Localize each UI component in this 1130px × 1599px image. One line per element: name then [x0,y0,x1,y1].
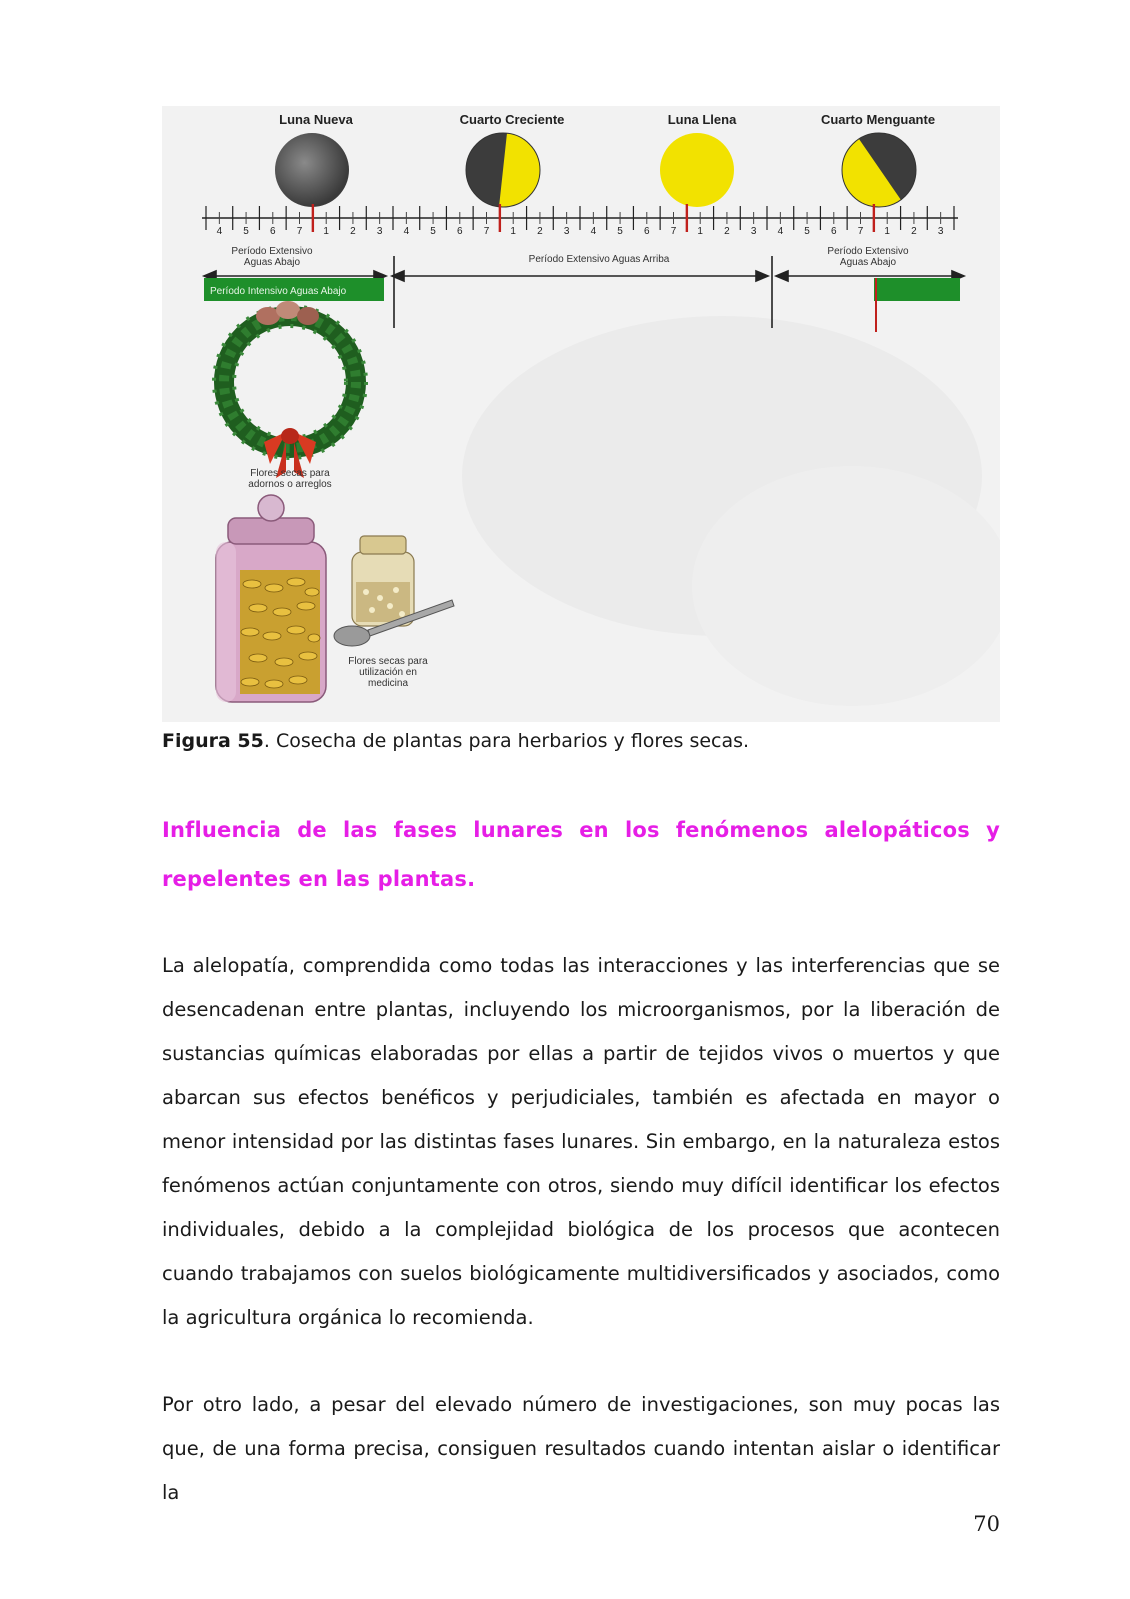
last-quarter-moon-icon [842,133,916,207]
scale-number: 2 [350,226,356,237]
scale-number: 7 [483,226,490,237]
scale-number: 6 [457,226,463,237]
lunar-phases-figure [162,106,1000,722]
phase-label-first-quarter: Cuarto Creciente [459,112,565,127]
figure-label: Figura 55 [162,730,264,752]
scale-number: 5 [804,226,810,237]
new-moon-icon [275,133,349,207]
paragraph-2: Por otro lado, a pesar del elevado número de investigaciones, son muy pocas las que, de una forma precisa, consiguen resultados cuando intentan aislar o identificar la [162,1393,1000,1504]
page-number: 70 [973,1512,1000,1536]
scale-number: 3 [750,226,757,237]
full-moon-icon [660,133,734,207]
scale-number: 7 [670,226,677,237]
period-middle-label: Período Extensivo Aguas Arriba [528,254,670,265]
scale-number: 3 [563,226,570,237]
first-quarter-moon-icon [466,133,540,207]
scale-number: 6 [831,226,837,237]
scale-number: 2 [537,226,543,237]
scale-number: 7 [296,226,303,237]
scale-number: 4 [403,226,410,237]
phase-label-full: Luna Llena [667,112,737,127]
large-jar-icon [216,495,326,702]
jar-caption: Flores secas para utilización en medicina [348,656,428,689]
scale-number: 5 [617,226,623,237]
intensive-period-label: Período Intensivo Aguas Abajo [210,286,347,297]
period-left-label: Período Extensivo Aguas Abajo [231,246,313,268]
scale-number: 1 [323,226,329,237]
section-heading: Influencia de las fases lunares en los fenómenos alelopáticos y repelentes en las plantas. [162,818,1000,891]
scale-number: 1 [510,226,516,237]
scale-number: 2 [724,226,730,237]
figure-caption-text: . Cosecha de plantas para herbarios y flores secas. [263,730,750,752]
scale-number: 1 [697,226,703,237]
phase-label-new: Luna Nueva [279,112,353,127]
intensive-period-bar-right [874,278,960,301]
scale-number: 2 [911,226,917,237]
figure-illustration [162,106,1000,722]
scale-number: 3 [937,226,944,237]
phase-label-last-quarter: Cuarto Menguante [820,112,936,127]
scale-number: 4 [777,226,784,237]
scale-number: 6 [270,226,276,237]
scale-number: 5 [243,226,249,237]
scale-number: 3 [376,226,383,237]
scale-number: 1 [884,226,890,237]
paragraph-1: La alelopatía, comprendida como todas las interacciones y las interferencias que se desencadenan entre plantas, incluyendo los microorganismos, por la liberación de sustancias químicas elaboradas por ellas a partir de tejidos vivos o muertos y que abarcan sus efectos benéficos y perjudiciales, también es afectada en mayor o menor intensidad por las distintas fases lunares. Sin embargo, en la naturaleza estos fenómenos actúan conjuntamente con otros, siendo muy difícil identificar los efectos individuales, debido a la complejidad biológica de los procesos que acontecen cuando trabajamos con suelos biológicamente multidiversificados y asociados, como la agricultura orgánica lo recomienda. [162,954,1000,1329]
scale-number: 5 [430,226,436,237]
scale-number: 4 [590,226,597,237]
scale-number: 4 [216,226,223,237]
scale-number: 7 [857,226,864,237]
period-right-label: Período Extensivo Aguas Abajo [827,246,909,268]
scale-number: 6 [644,226,650,237]
figure-caption [162,728,1000,754]
small-jar-icon [352,536,414,626]
wreath-caption: Flores secas para adornos o arreglos [248,468,332,490]
